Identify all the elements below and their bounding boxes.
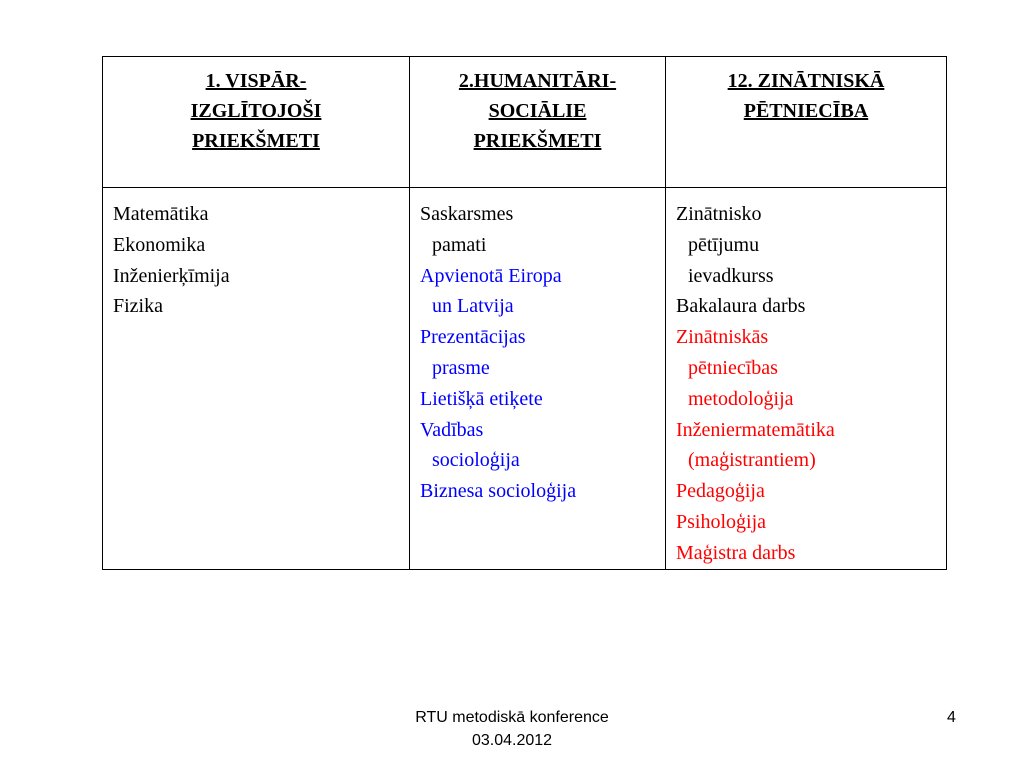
subject-list-humanities: [410, 188, 666, 570]
subject-item: Psiholoģija: [676, 510, 767, 533]
column-header-general: [103, 57, 410, 188]
subject-item: Saskarsmes: [420, 203, 514, 225]
subject-item: Pedagoģija: [676, 480, 765, 503]
subject-item: Inženiermatemātika: [676, 418, 835, 441]
subject-item: Lietišķā etiķete: [420, 387, 543, 410]
header-line: SOCIĀLIE: [488, 100, 587, 122]
subject-item-continuation: pētījumu: [688, 233, 760, 256]
header-line: PĒTNIECĪBA: [743, 100, 869, 122]
subject-item: Zinātniskās: [676, 326, 769, 349]
subject-item: Fizika: [113, 295, 163, 318]
header-line: 2.HUMANITĀRI-: [458, 70, 617, 92]
subject-item-continuation: prasme: [432, 356, 490, 379]
subject-item: Prezentācijas: [420, 326, 526, 349]
subject-item-continuation: ievadkurss: [688, 264, 774, 287]
subject-item: Zinātnisko: [676, 203, 762, 225]
subjects-table: [102, 56, 947, 570]
header-line: PRIEKŠMETI: [473, 130, 602, 152]
subject-item: Apvienotā Eiropa: [420, 264, 562, 287]
subject-item: Maģistra darbs: [676, 541, 796, 564]
subject-item-continuation: socioloģija: [432, 449, 520, 472]
subject-item-continuation: un Latvija: [432, 295, 514, 318]
header-row: [103, 57, 947, 188]
subject-item-continuation: (maģistrantiem): [688, 449, 816, 472]
footer-conference: RTU metodiskā konference: [415, 709, 609, 726]
subject-item: Ekonomika: [113, 233, 206, 256]
body-row: [103, 188, 947, 570]
footer-date: 03.04.2012: [471, 732, 553, 749]
header-line: 12. ZINĀTNISKĀ: [727, 70, 885, 92]
subject-list-general: [103, 188, 410, 570]
subject-item: Bakalaura darbs: [676, 295, 806, 318]
subject-item-continuation: metodoloģija: [688, 387, 794, 410]
subject-item-continuation: pamati: [432, 233, 487, 256]
page-number: 4: [947, 709, 956, 726]
subject-item: Vadības: [420, 418, 484, 441]
subject-list-research: [666, 188, 947, 570]
subject-item: Inženierķīmija: [113, 264, 230, 287]
column-header-research: [666, 57, 947, 188]
column-header-humanities: [410, 57, 666, 188]
subject-item: Matemātika: [113, 203, 209, 225]
header-line: IZGLĪTOJOŠI: [190, 100, 322, 122]
subject-item-continuation: pētniecības: [688, 356, 778, 379]
header-line: 1. VISPĀR-: [205, 70, 307, 92]
footer-text: [362, 706, 662, 752]
subject-item: Biznesa socioloģija: [420, 480, 577, 503]
header-line: PRIEKŠMETI: [192, 130, 320, 152]
